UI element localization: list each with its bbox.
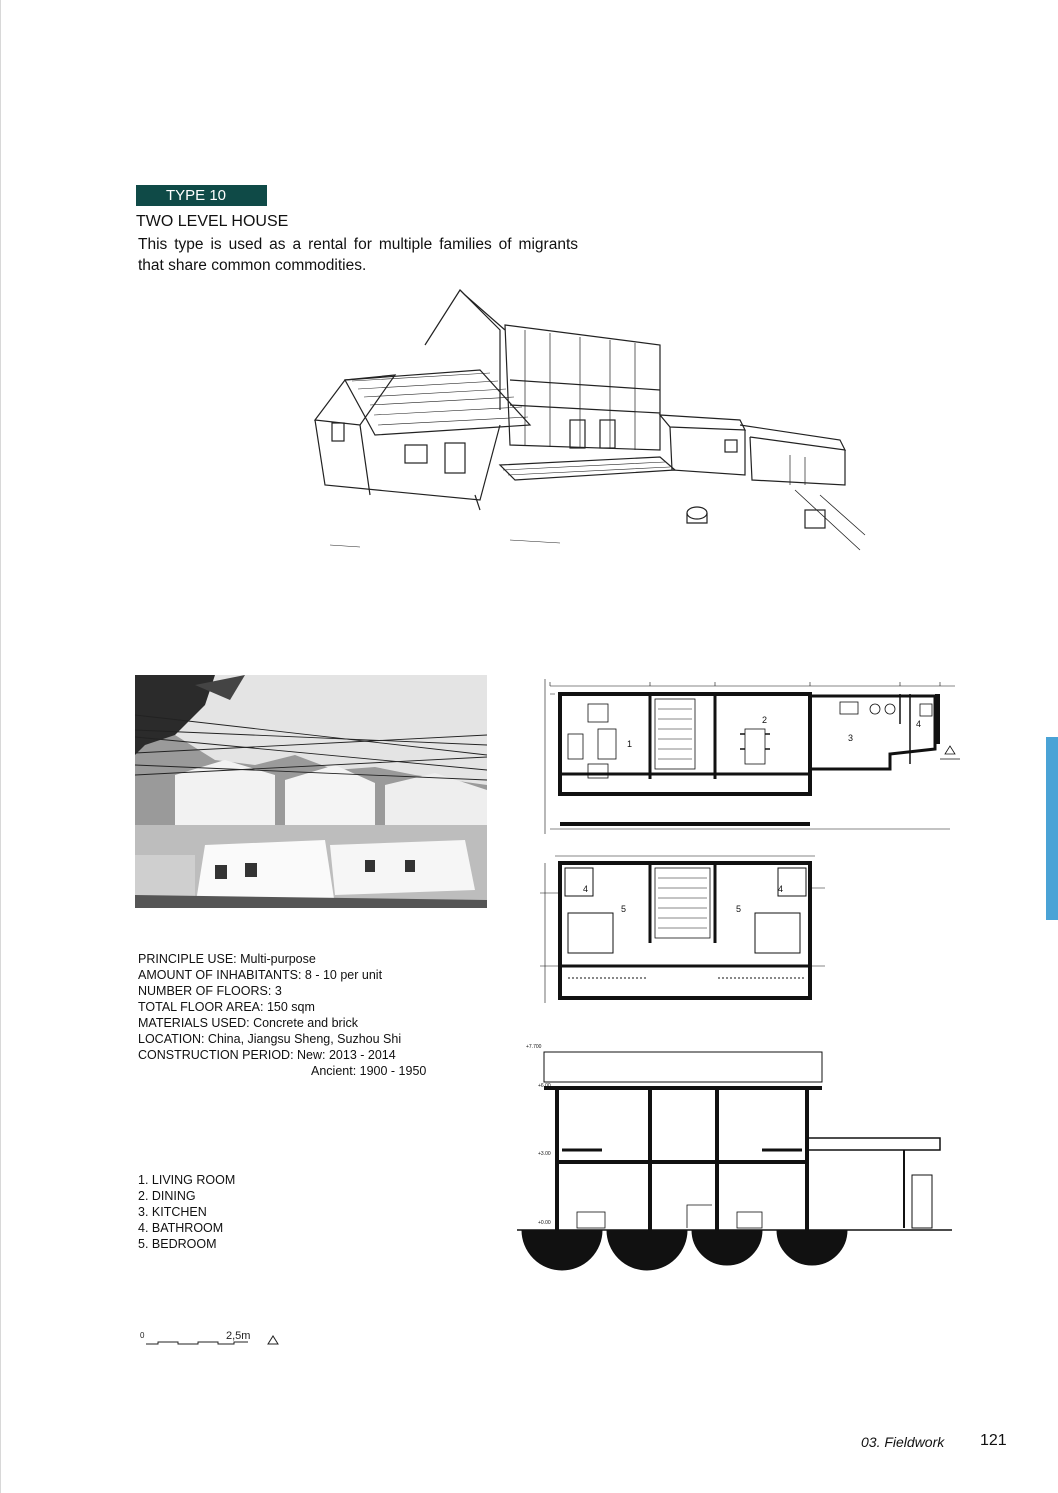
scale-bar [138,1327,288,1349]
type-badge: TYPE 10 [136,185,267,206]
info-materials: MATERIALS USED: Concrete and brick [138,1016,358,1030]
plan-label-bath-right: 4 [778,884,784,894]
legend-item: 2. DINING [138,1189,196,1203]
section-tab-marker [1046,737,1058,920]
building-info [138,951,426,1079]
info-floors: NUMBER OF FLOORS: 3 [138,984,282,998]
first-floor-plan [530,848,830,1013]
legend-item: 5. BEDROOM [138,1237,217,1251]
plan-label-bedroom-left: 5 [621,904,627,914]
scale-end: 2,5m [226,1330,251,1342]
room-legend [138,1172,235,1252]
plan-label-bath: 4 [916,719,922,729]
svg-text:+7.700: +7.700 [526,1044,542,1050]
svg-text:+0.00: +0.00 [538,1220,551,1226]
house-type-description: This type is used as a rental for multiple families of migrants that share common commodities. [138,236,578,274]
info-period-new: CONSTRUCTION PERIOD: New: 2013 - 2014 [138,1048,396,1062]
info-location: LOCATION: China, Jiangsu Sheng, Suzhou Shi [138,1032,402,1046]
svg-text:+6.00: +6.00 [538,1083,551,1089]
plan-label-bedroom-right: 5 [736,904,742,914]
house-sketch [300,285,870,560]
info-principle-use: PRINCIPLE USE: Multi-purpose [138,952,316,966]
house-type-title: TWO LEVEL HOUSE [136,213,289,230]
building-section [512,1040,957,1290]
plan-label-living: 1 [627,739,633,749]
ground-floor-plan [540,674,960,839]
scale-start: 0 [140,1331,145,1340]
north-arrow-icon [268,1336,278,1344]
legend-item: 1. LIVING ROOM [138,1173,236,1187]
plan-label-dining: 2 [762,715,768,725]
legend-item: 3. KITCHEN [138,1205,207,1219]
page-number: 121 [980,1432,1007,1449]
legend-item: 4. BATHROOM [138,1221,224,1235]
info-inhabitants: AMOUNT OF INHABITANTS: 8 - 10 per unit [138,968,383,982]
plan-label-bath-left: 4 [583,884,589,894]
svg-text:+3.00: +3.00 [538,1151,551,1157]
info-period-ancient: Ancient: 1900 - 1950 [311,1064,427,1078]
page-margin-rule [0,0,1,1493]
street-photo [135,675,487,908]
footer-section: 03. Fieldwork [861,1434,945,1450]
plan-label-kitchen: 3 [848,733,854,743]
info-area: TOTAL FLOOR AREA: 150 sqm [138,1000,315,1014]
